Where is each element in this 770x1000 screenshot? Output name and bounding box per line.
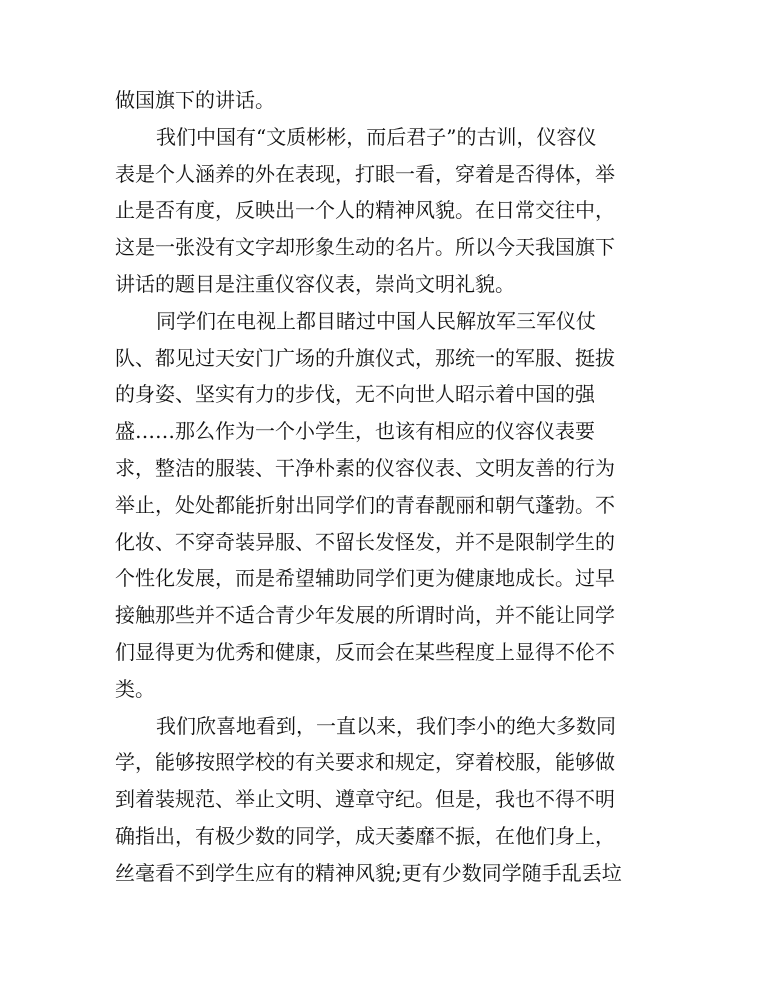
text-line: 接触那些并不适合青少年发展的所谓时尚，并不能让同学 (115, 603, 615, 628)
text-line: 举止，处处都能折射出同学们的青春靓丽和朝气蓬勃。不 (115, 492, 615, 517)
text-line: 化妆、不穿奇装异服、不留长发怪发，并不是限制学生的 (115, 529, 615, 554)
text-line: 队、都见过天安门广场的升旗仪式，那统一的军服、挺拔 (115, 345, 615, 370)
paragraph-start-line: 我们欣喜地看到，一直以来，我们李小的绝大多数同 (156, 713, 616, 738)
text-line: 类。 (115, 676, 155, 701)
text-line: 确指出，有极少数的同学，成天萎靡不振，在他们身上， (115, 823, 615, 848)
speech-text (115, 82, 640, 892)
text-line: 的身姿、坚实有力的步伐，无不向世人昭示着中国的强 (115, 382, 595, 407)
paragraph-start-line: 同学们在电视上都目睹过中国人民解放军三军仪仗 (156, 308, 596, 333)
text-line: 丝毫看不到学生应有的精神风貌;更有少数同学随手乱丢垃 (115, 860, 622, 885)
text-line: 讲话的题目是注重仪容仪表，崇尚文明礼貌。 (115, 271, 515, 296)
text-line: 求，整洁的服装、干净朴素的仪容仪表、文明友善的行为 (115, 455, 615, 480)
text-line: 止是否有度，反映出一个人的精神风貌。在日常交往中， (115, 198, 615, 223)
text-line: 到着装规范、举止文明、遵章守纪。但是，我也不得不明 (115, 787, 615, 812)
text-line: 做国旗下的讲话。 (115, 88, 275, 112)
text-line: 们显得更为优秀和健康，反而会在某些程度上显得不伦不 (115, 639, 615, 664)
text-line: 盛……那么作为一个小学生，也该有相应的仪容仪表要 (115, 419, 595, 444)
text-line: 个性化发展，而是希望辅助同学们更为健康地成长。过早 (115, 566, 615, 591)
text-line: 这是一张没有文字却形象生动的名片。所以今天我国旗下 (115, 235, 615, 260)
text-line: 学，能够按照学校的有关要求和规定，穿着校服，能够做 (115, 750, 615, 775)
paragraph-start-line: 我们中国有“文质彬彬，而后君子”的古训，仪容仪 (156, 124, 597, 149)
text-line: 表是个人涵养的外在表现，打眼一看，穿着是否得体，举 (115, 161, 615, 186)
